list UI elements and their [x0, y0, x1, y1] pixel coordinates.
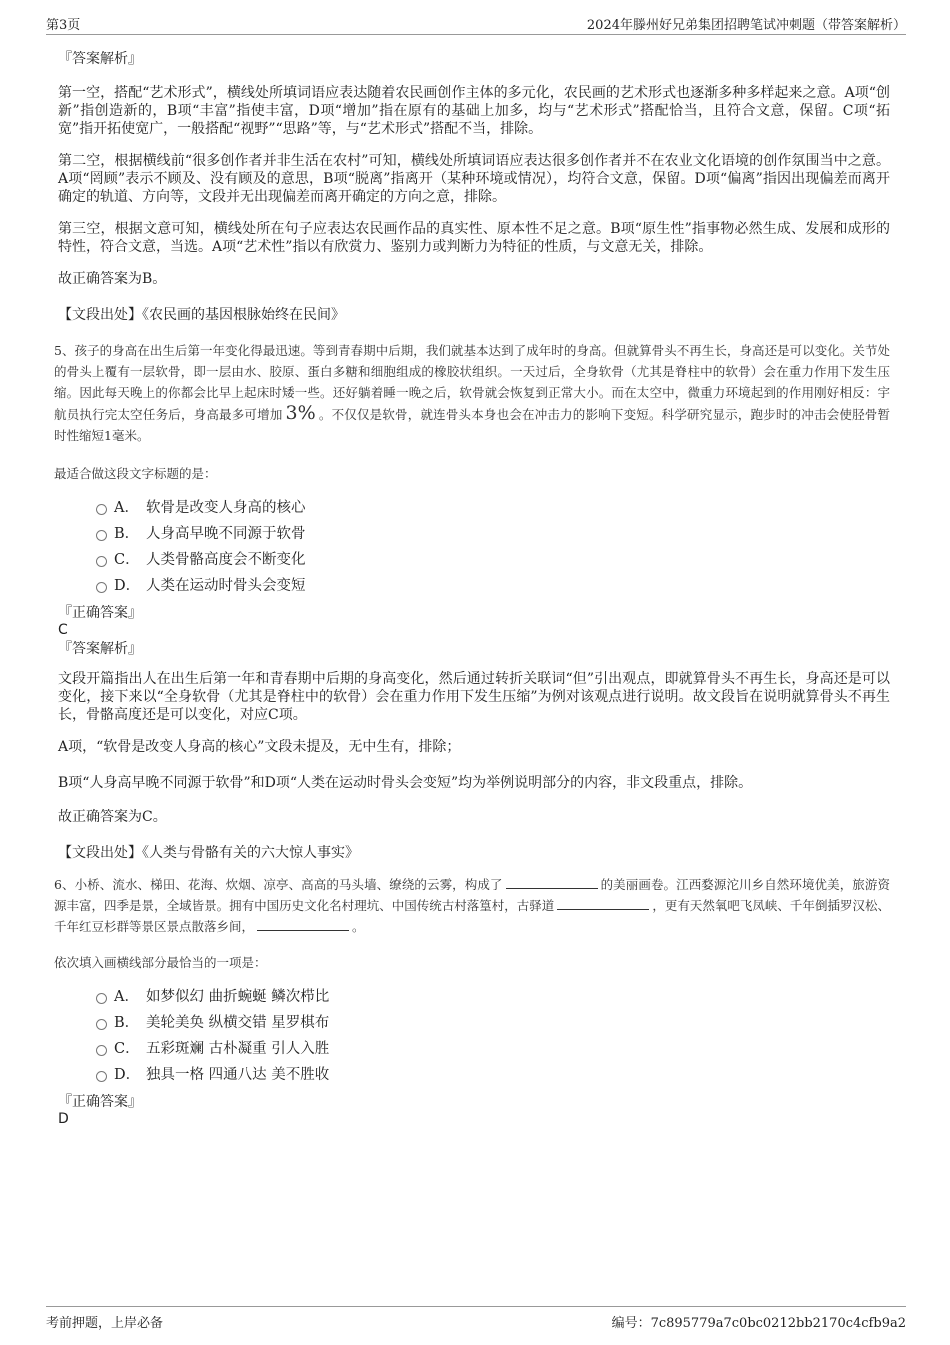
option-a[interactable]: A． 软骨是改变人身高的核心 [56, 496, 890, 522]
correct-answer: D [58, 1111, 69, 1127]
option-list [56, 985, 890, 1089]
document-title: 2024年滕州好兄弟集团招聘笔试冲刺题（带答案解析） [586, 18, 906, 33]
analysis-label: 『答案解析』 [58, 51, 142, 67]
question-stem: 5、孩子的身高在出生后第一年变化得最迅速。等到青春期中后期，我们就基本达到了成年时的身高。但就算骨头不再生长，身高还是可以变化。关节处的骨头上覆有一层软骨，即一层由水、胶原、蛋白多糖和细胞组成的橡胶状组织。一天过后，全身软骨（尤其是脊柱中的软骨）会在重力作用下发生压缩。因此每天晚上的你都会比早上起床时矮一些。还好躺着睡一晚之后，软骨就会恢复到正常大小。而在太空中，微重力环境起到的作用刚好相反：宇航员执行完太空任务后，身高最多可增加 3% 。不仅仅是软骨，就连骨头本身也会在冲击力的影响下变短。科学研究显示，跑步时的冲击会使胫骨暂时性缩短1毫米。 [54, 343, 890, 443]
option-b[interactable]: B． 美轮美奂 纵横交错 星罗棋布 [56, 1011, 890, 1037]
analysis-paragraph: B项“人身高早晚不同源于软骨”和D项“人类在运动时骨头会变短”均为举例说明部分的内容，非文段重点，排除。 [58, 775, 753, 791]
footer-slogan: 考前押题，上岸必备 [46, 1316, 164, 1331]
main-content [56, 44, 890, 1127]
fill-blank [257, 918, 349, 931]
correct-answer: C [58, 622, 68, 638]
question-stem: 6、小桥、流水、梯田、花海、炊烟、凉亭、高高的马头墙、缭绕的云雾，构成了 的美丽画卷。江西婺源沱川乡自然环境优美，旅游资源丰富，四季是景，全域皆景。拥有中国历史文化名村理坑、中国传统古村落篁村，古驿道 ，更有天然氧吧飞凤峡、千年倒插罗汉松、千年红豆杉群等景区景点散落乡间， 。 [54, 877, 890, 934]
radio-icon[interactable] [96, 1071, 107, 1082]
analysis-label: 『答案解析』 [58, 641, 142, 657]
radio-icon[interactable] [96, 504, 107, 515]
question-5 [56, 340, 890, 862]
radio-icon[interactable] [96, 530, 107, 541]
fill-blank [506, 876, 598, 889]
option-c[interactable]: C． 五彩斑斓 古朴凝重 引人入胜 [56, 1037, 890, 1063]
fill-blank [557, 897, 649, 910]
radio-icon[interactable] [96, 993, 107, 1004]
answer-label: 『正确答案』 [58, 1094, 142, 1110]
page-header [46, 12, 906, 35]
analysis-paragraph: A项，“软骨是改变人身高的核心”文段未提及，无中生有，排除； [58, 739, 461, 755]
analysis-paragraph: 第二空，根据横线前“很多创作者并非生活在农村”可知，横线处所填词语应表达很多创作者并不在农业文化语境的创作氛围当中之意。A项“罔顾”表示不顾及、没有顾及的意思，B项“脱离”指离开（某种环境或情况），均符合文意，保留。D项“偏离”指因出现偏差而离开确定的轨道、方向等，文段并无出现偏差而离开确定的方向之意，排除。 [58, 153, 890, 205]
question-prompt: 依次填入画横线部分最恰当的一项是： [54, 955, 267, 970]
page-footer [46, 1306, 906, 1331]
q4-analysis [56, 48, 890, 324]
analysis-paragraph: 第三空，根据文意可知，横线处所在句子应表达农民画作品的真实性、原本性不足之意。B项“原生性”指事物必然生成、发展和成形的特性，符合文意，当选。A项“艺术性”指以有欣赏力、鉴别力或判断力为特征的性质，与文意无关，排除。 [58, 221, 890, 255]
radio-icon[interactable] [96, 556, 107, 567]
document-code: 编号：7c895779a7c0bc0212bb2170c4cfb9a2 [611, 1316, 906, 1331]
passage-source: 【文段出处】《人类与骨骼有关的六大惊人事实》 [58, 845, 359, 861]
option-d[interactable]: D． 独具一格 四通八达 美不胜收 [56, 1063, 890, 1089]
radio-icon[interactable] [96, 1019, 107, 1030]
option-c[interactable]: C． 人类骨骼高度会不断变化 [56, 548, 890, 574]
radio-icon[interactable] [96, 582, 107, 593]
analysis-paragraph: 第一空，搭配“艺术形式”，横线处所填词语应表达随着农民画创作主体的多元化，农民画的艺术形式也逐渐多种多样起来之意。A项“创新”指创造新的，B项“丰富”指使丰富，D项“增加”指在原有的基础上加多，均与“艺术形式”搭配恰当，且符合文意，保留。C项“拓宽”指开拓使宽广，一般搭配“视野”“思路”等，与“艺术形式”搭配不当，排除。 [58, 85, 890, 137]
answer-label: 『正确答案』 [58, 605, 142, 621]
analysis-conclusion: 故正确答案为C。 [58, 809, 167, 825]
analysis-conclusion: 故正确答案为B。 [58, 271, 167, 287]
option-b[interactable]: B． 人身高早晚不同源于软骨 [56, 522, 890, 548]
option-d[interactable]: D． 人类在运动时骨头会变短 [56, 574, 890, 600]
page-number: 第3页 [46, 18, 81, 33]
analysis-paragraph: 文段开篇指出人在出生后第一年和青春期中后期的身高变化，然后通过转折关联词“但”引出观点，即就算骨头不再生长，身高还是可以变化，接下来以“全身软骨（尤其是脊柱中的软骨）会在重力作用下发生压缩”为例对该观点进行说明。故文段旨在说明就算骨头不再生长，骨骼高度还是可以变化，对应C项。 [58, 671, 890, 723]
question-prompt: 最适合做这段文字标题的是： [54, 466, 217, 481]
option-list [56, 496, 890, 600]
option-a[interactable]: A． 如梦似幻 曲折蜿蜒 鳞次栉比 [56, 985, 890, 1011]
question-6 [56, 874, 890, 1127]
percent-value: 3% [285, 402, 316, 424]
passage-source: 【文段出处】《农民画的基因根脉始终在民间》 [58, 307, 345, 323]
radio-icon[interactable] [96, 1045, 107, 1056]
